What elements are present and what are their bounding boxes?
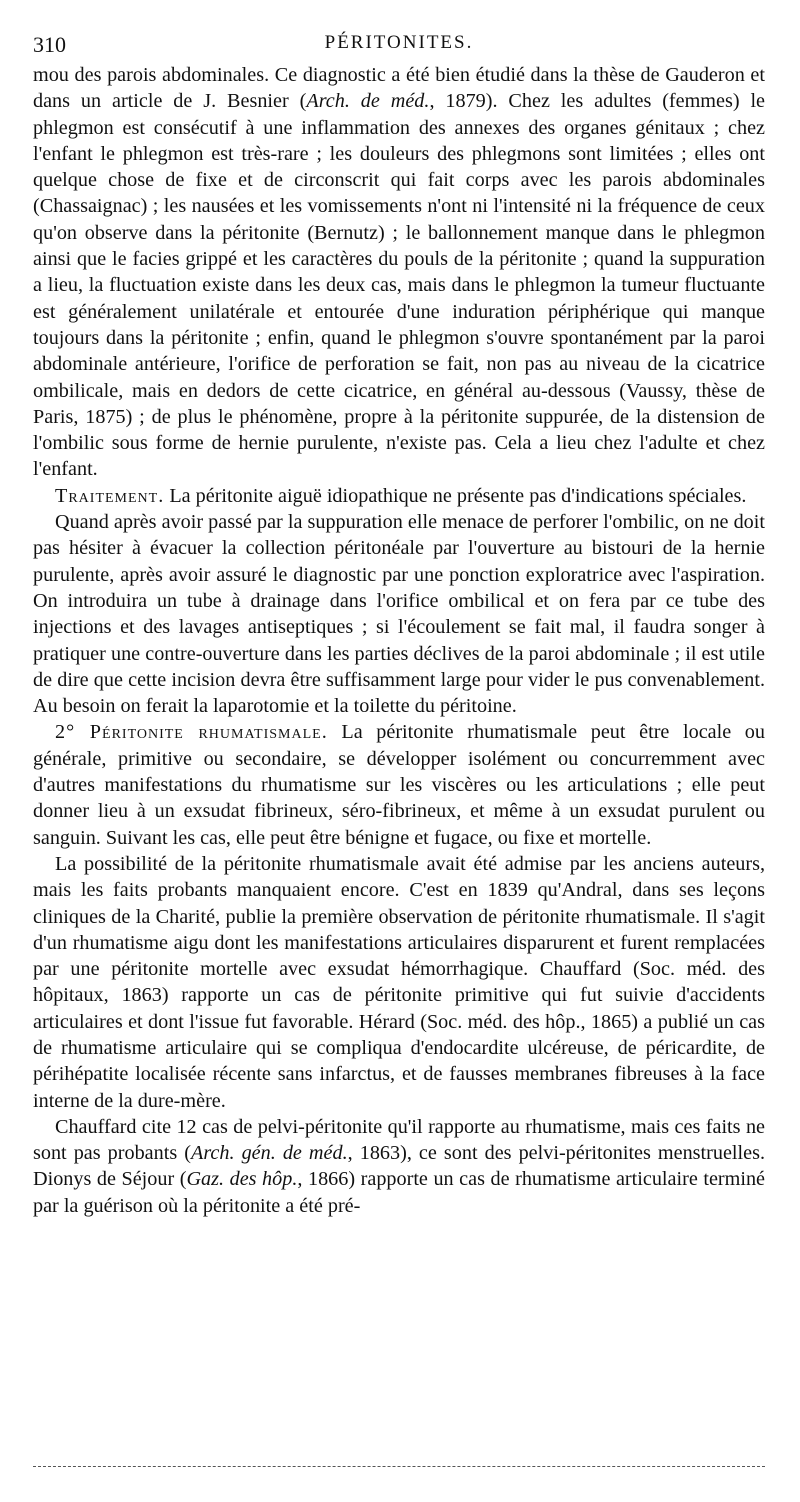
paragraph-chauffard: Chauffard cite 12 cas de pelvi-péritonite qu'il rapporte au rhumatisme, mais ces faits ne sont pas probants (Arch. gén. de méd., 1863), ce sont des pelvi-péritonites menstruelles. Dionys de Séjour (Gaz. des hôp., 1866) rapporte un cas de rhumatisme articulaire terminé par la guérison où la péritonite a été pré- [33,1115,766,1217]
page-number: 310 [33,32,66,57]
paragraph-differential-diagnosis: mou des parois abdominales. Ce diagnostic a été bien étudié dans la thèse de Gauderon et dans un article de J. Besnier (Arch. de méd., 1879). Chez les adultes (femmes) le phlegmon est consécutif à une inflammation des annexes des organes génitaux ; chez l'enfant le phlegmon est très-rare ; les douleurs des phlegmons sont limitées ; elles ont quelque chose de fixe et de circonscrit qui fait corps avec les parois abdominales (Chassaignac) ; les nausées et les vomissements n'ont ni l'intensité ni la fréquence de ceux qu'on observe dans la péritonite (Bernutz) ; le ballonnement manque dans le phlegmon ainsi que le facies grippé et les caractères du pouls de la péritonite ; quand la suppuration a lieu, la fluctuation existe dans les deux cas, mais dans le phlegmon la tumeur fluctuante est généralement unilatérale et entourée d'une induration périphérique qui manque toujours dans la péritonite ; enfin, quand le phlegmon s'ouvre spontanément par la paroi abdominale antérieure, l'orifice de perforation se fait, non pas au niveau de la cicatrice ombilicale, mais en dedors de cette cicatrice, en général au-dessous (Vaussy, thèse de Paris, 1875) ; de plus le phénomène, propre à la péritonite suppurée, de la distension de l'ombilic sous forme de hernie purulente, n'existe pas. Cela a lieu chez l'adulte et chez l'enfant. [33,64,766,481]
running-head: PÉRITONITES. [324,32,474,53]
section-label-rheumatic: 2° Péritonite rhumatismale. [55,721,328,744]
paragraph-rheumatic-peritonitis: 2° Péritonite rhumatismale. La péritonite rhumatismale peut être locale ou générale, primitive ou secondaire, se développer isolément ou concurremment avec d'autres manifestations du rhumatisme sur les viscères ou les articulations ; elle peut donner lieu à un exsudat fibrineux, séro-fibrineux, et même à un exsudat purulent ou sanguin. Suivant les cas, elle peut être bénigne et fugace, ou fixe et mortelle. [33,721,765,849]
page-header [33,28,765,62]
body-text [33,62,765,1219]
section-label-treatment: Traitement. [55,484,165,507]
book-page [33,28,765,1219]
paragraph-treatment: Traitement. La péritonite aiguë idiopathique ne présente pas d'indications spéciales. [55,484,747,507]
footer-rule [33,1466,765,1467]
paragraph-perforation: Quand après avoir passé par la suppuration elle menace de perforer l'ombilic, on ne doit pas hésiter à évacuer la collection péritonéale par l'ouverture au bistouri de la hernie purulente, après avoir assuré le diagnostic par une ponction exploratrice avec l'aspiration. On introduira un tube à drainage dans l'orifice ombilical et on fera par ce tube des injections et des lavages antiseptiques ; si l'écoulement se fait mal, il faudra songer à pratiquer une contre-ouverture dans les parties déclives de la paroi abdominale ; il est utile de dire que cette incision devra être suffisamment large pour vider le pus convenablement. Au besoin on ferait la laparotomie et la toilette du péritoine. [33,511,765,718]
paragraph-history: La possibilité de la péritonite rhumatismale avait été admise par les anciens auteurs, mais les faits probants manquaient encore. C'est en 1839 qu'Andral, dans ses leçons cliniques de la Charité, publie la première observation de péritonite rhumatismale. Il s'agit d'un rhumatisme aigu dont les manifestations articulaires disparurent et furent remplacées par une péritonite mortelle avec exsudat hémorrhagique. Chauffard (Soc. méd. des hôpitaux, 1863) rapporte un cas de péritonite primitive qui fut suivie d'accidents articulaires et dont l'issue fut favorable. Hérard (Soc. méd. des hôp., 1865) a publié un cas de rhumatisme articulaire qui se compliqua d'endocardite ulcéreuse, de péricardite, de périhépatite localisée récente sans infarctus, et de fausses membranes fibreuses à la face interne de la dure-mère. [33,852,765,1112]
